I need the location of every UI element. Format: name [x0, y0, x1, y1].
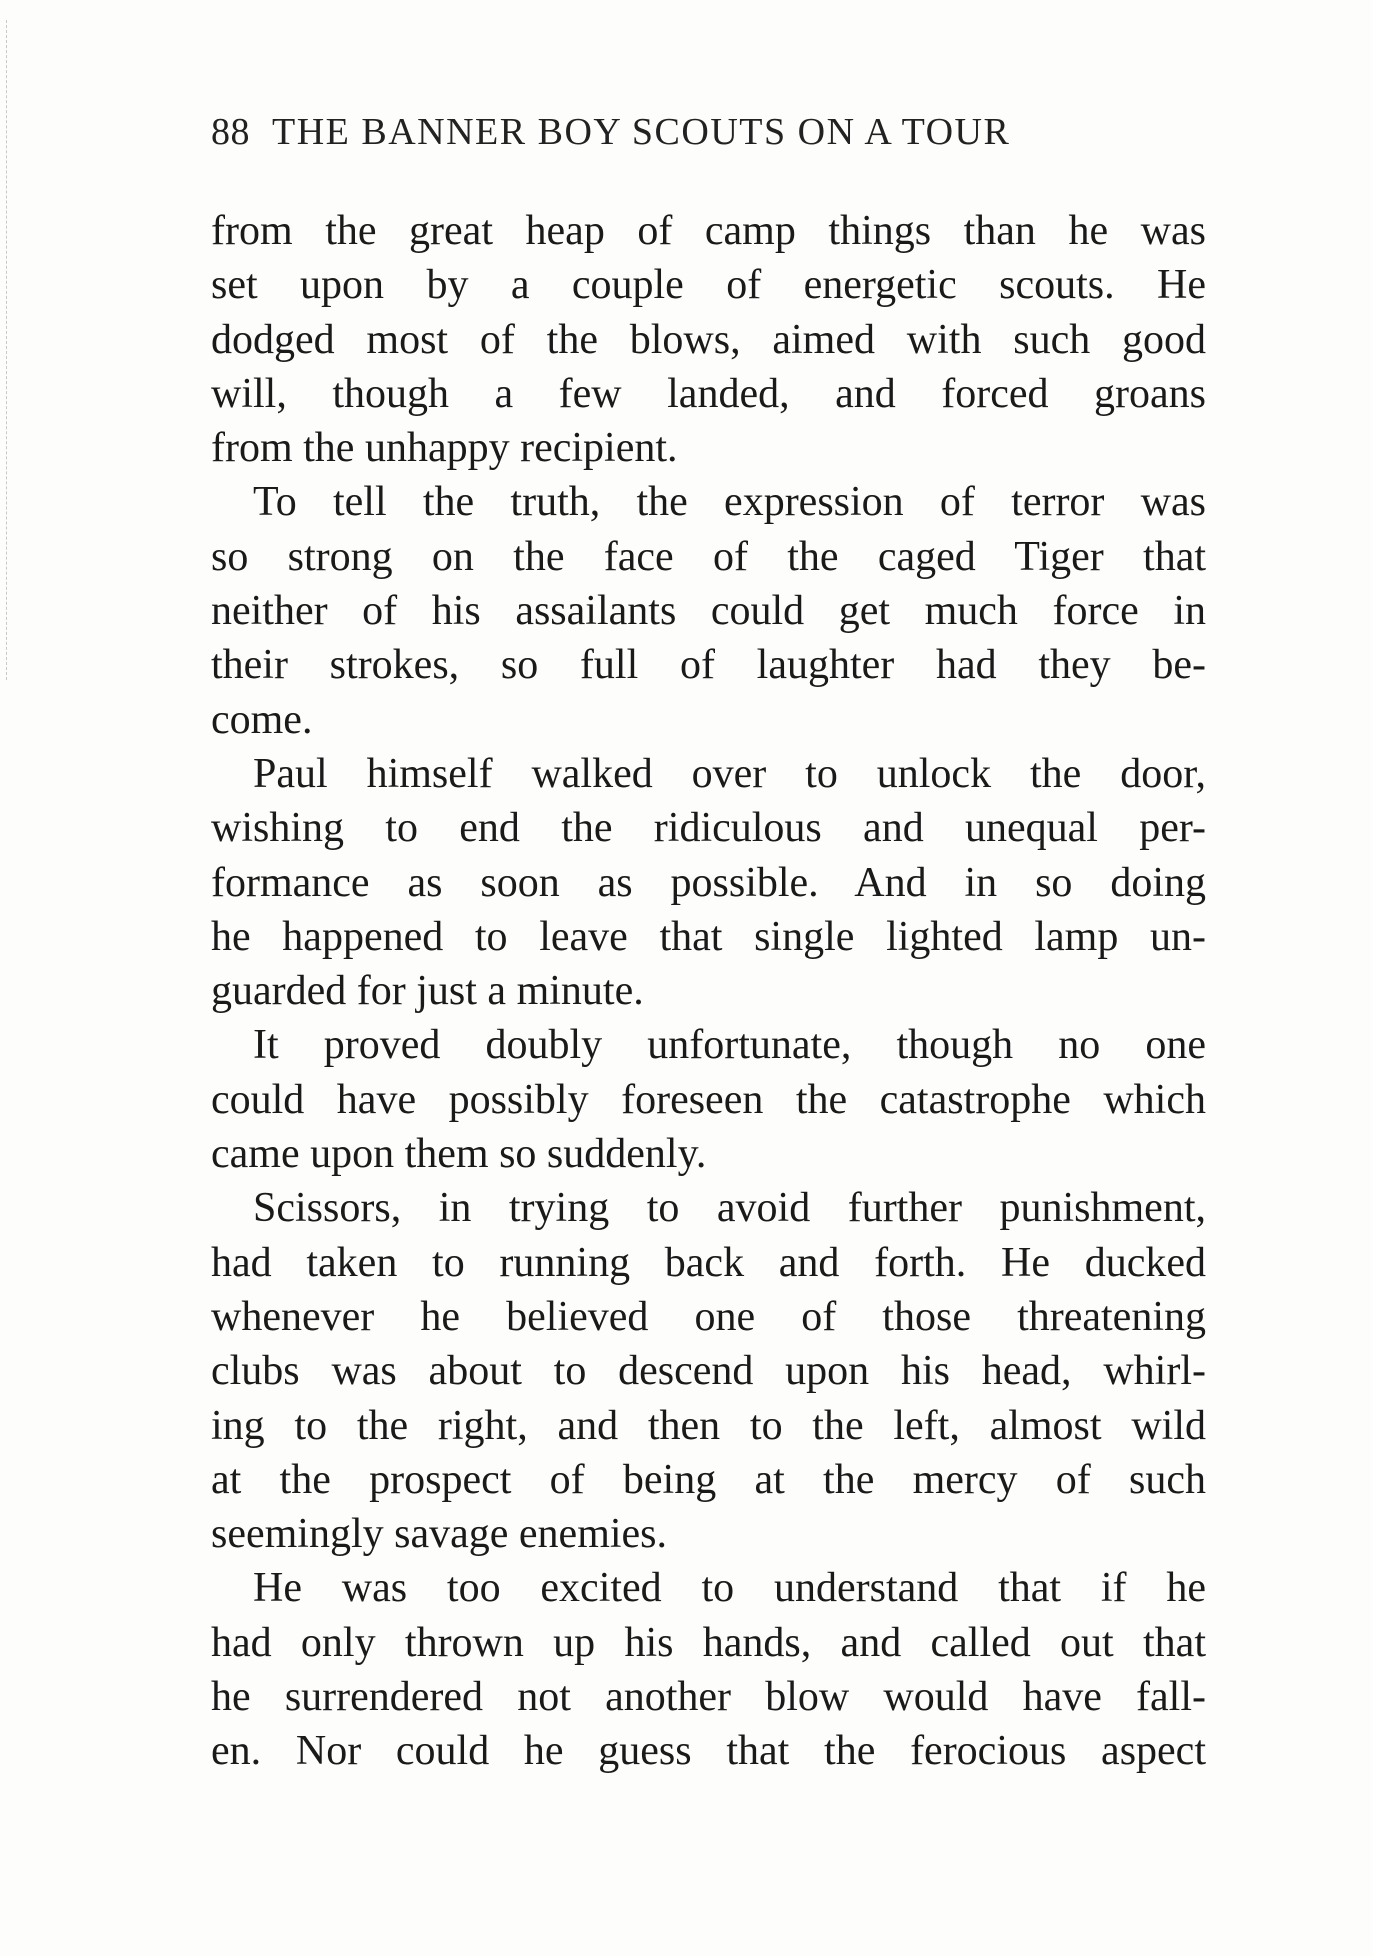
text-line: dodged most of the blows, aimed with such good	[211, 316, 1206, 363]
text-line: It proved doubly unfortunate, though no one	[253, 1022, 1206, 1069]
running-title: THE BANNER BOY SCOUTS ON A TOUR	[272, 111, 1011, 153]
text-line: from the unhappy recipient.	[211, 425, 678, 472]
text-line: so strong on the face of the caged Tiger that	[211, 533, 1206, 580]
text-line: could have possibly foreseen the catastrophe which	[211, 1076, 1206, 1123]
body-text	[211, 204, 1206, 1779]
text-line: set upon by a couple of energetic scouts. He	[211, 262, 1206, 309]
text-line: come.	[211, 696, 313, 743]
text-line: He was too excited to understand that if he	[253, 1565, 1206, 1612]
text-line: formance as soon as possible. And in so doing	[211, 859, 1206, 906]
text-line: clubs was about to descend upon his head, whirl-	[211, 1348, 1206, 1395]
text-line: their strokes, so full of laughter had they be-	[211, 642, 1206, 689]
page-number: 88	[211, 111, 250, 153]
text-line: en. Nor could he guess that the ferocious aspect	[211, 1728, 1206, 1775]
text-line: had taken to running back and forth. He ducked	[211, 1239, 1206, 1286]
text-line: he surrendered not another blow would have fall-	[211, 1674, 1206, 1721]
text-line: seemingly savage enemies.	[211, 1511, 668, 1558]
text-line: guarded for just a minute.	[211, 968, 644, 1015]
text-line: Scissors, in trying to avoid further punishment,	[253, 1185, 1206, 1232]
text-line: will, though a few landed, and forced groans	[211, 370, 1206, 417]
text-line: from the great heap of camp things than he was	[211, 208, 1206, 254]
text-line: To tell the truth, the expression of terror was	[253, 479, 1206, 526]
text-line: came upon them so suddenly.	[211, 1131, 707, 1178]
text-line: neither of his assailants could get much force in	[211, 588, 1206, 635]
text-line: Paul himself walked over to unlock the door,	[253, 750, 1206, 797]
binding-edge	[6, 20, 7, 680]
text-line: wishing to end the ridiculous and unequal per-	[211, 805, 1206, 852]
text-line: whenever he believed one of those threatening	[211, 1293, 1206, 1340]
text-line: at the prospect of being at the mercy of such	[211, 1456, 1206, 1503]
text-line: he happened to leave that single lighted lamp un-	[211, 913, 1206, 960]
text-line: had only thrown up his hands, and called out that	[211, 1619, 1206, 1666]
text-line: ing to the right, and then to the left, almost wild	[211, 1402, 1206, 1449]
running-head	[211, 110, 1196, 160]
